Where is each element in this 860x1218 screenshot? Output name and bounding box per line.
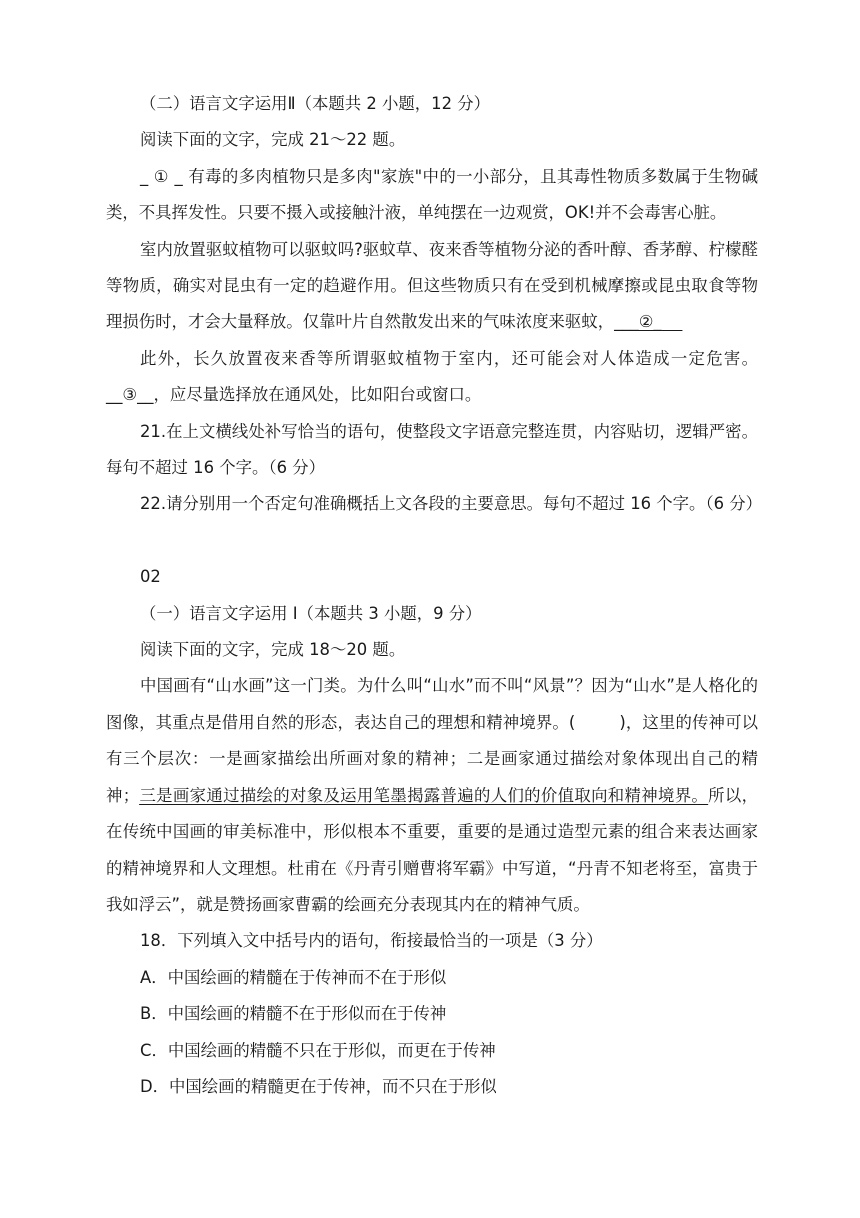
spacer	[106, 523, 758, 559]
document-content	[106, 86, 763, 1105]
question-22: 22.请分别用一个否定句准确概括上文各段的主要意思。每句不超过 16 个字。（6 分）	[140, 494, 763, 514]
passage-part-1: 中国画有“山水画”这一门类。为什么叫“山水”而不叫“风景”？因为“山水”是人格化的图像，其重点是借用自然的形态，表达自己的理想和精神境界。(	[106, 676, 758, 732]
section-a-passage	[106, 668, 758, 923]
section-b-paragraph-3	[106, 341, 758, 414]
paragraph-3-tail: ，应尽量选择放在通风处，比如阳台或窗口。	[153, 385, 482, 405]
passage-underlined-sentence: 三是画家通过描绘的对象及运用笔墨揭露普遍的人们的价值取向和精神境界。	[139, 785, 709, 805]
blank-2-tail	[662, 312, 683, 331]
passage-part-2: )，这里的传神可以有三个层次：一是画家描绘出所画对象的精神；二是画家通过描绘对象体现出自己的精神；	[106, 712, 758, 805]
blank-3: __③__	[106, 385, 154, 405]
option-c: C．中国绘画的精髓不只在于形似，而更在于传神	[140, 1040, 496, 1060]
option-b: B．中国绘画的精髓不在于形似而在于传神	[140, 1004, 447, 1024]
question-21: 21.在上文横线处补写恰当的语句，使整段文字语意完整连贯，内容贴切，逻辑严密。每句不超过 16 个字。（6 分）	[106, 421, 758, 478]
passage-part-3: 所以，在传统中国画的审美标准中，形似根本不重要，重要的是通过造型元素的组合来表达画家的精神境界和人文理想。杜甫在《丹青引赠曹将军霸》中写道，“丹青不知老将至，富贵于我如浮云”，就是赞扬画家曹霸的绘画充分表现其内在的精神气质。	[106, 785, 759, 914]
section-b-paragraph-2	[106, 232, 758, 341]
section-b-instruction: 阅读下面的文字，完成 21～22 题。	[140, 130, 406, 150]
blank-2: ___②_	[614, 312, 662, 332]
blank-1: _ ① _	[140, 166, 183, 186]
option-d: D．中国绘画的精髓更在于传神，而不只在于形似	[140, 1076, 497, 1096]
section-b-paragraph-1	[106, 159, 758, 232]
section-a-instruction: 阅读下面的文字，完成 18～20 题。	[140, 640, 406, 660]
option-a: A．中国绘画的精髓在于传神而不在于形似	[140, 967, 447, 987]
section-b-heading: （二）语言文字运用Ⅱ（本题共 2 小题，12 分）	[140, 94, 491, 113]
paragraph-2-text: 室内放置驱蚊植物可以驱蚊吗?驱蚊草、夜来香等植物分泌的香叶醇、香茅醇、柠檬醛等物质，确实对昆虫有一定的趋避作用。但这些物质只有在受到机械摩擦或昆虫取食等物理损伤时，才会大量释放。仅靠叶片自然散发出来的气味浓度来驱蚊，	[106, 239, 758, 332]
section-a-heading: （一）语言文字运用 I（本题共 3 小题，9 分）	[140, 603, 482, 623]
question-18: 18．下列填入文中括号内的语句，衔接最恰当的一项是（3 分）	[140, 931, 603, 951]
section-number: 02	[140, 567, 161, 587]
paragraph-3-text: 此外，长久放置夜来香等所谓驱蚊植物于室内，还可能会对人体造成一定危害。	[140, 348, 758, 368]
paragraph-1-text: 有毒的多肉植物只是多肉"家族"中的一小部分，且其毒性物质多数属于生物碱类，不具挥发性。只要不摄入或接触汁液，单纯摆在一边观赏，OK!并不会毒害心脏。	[106, 166, 758, 223]
